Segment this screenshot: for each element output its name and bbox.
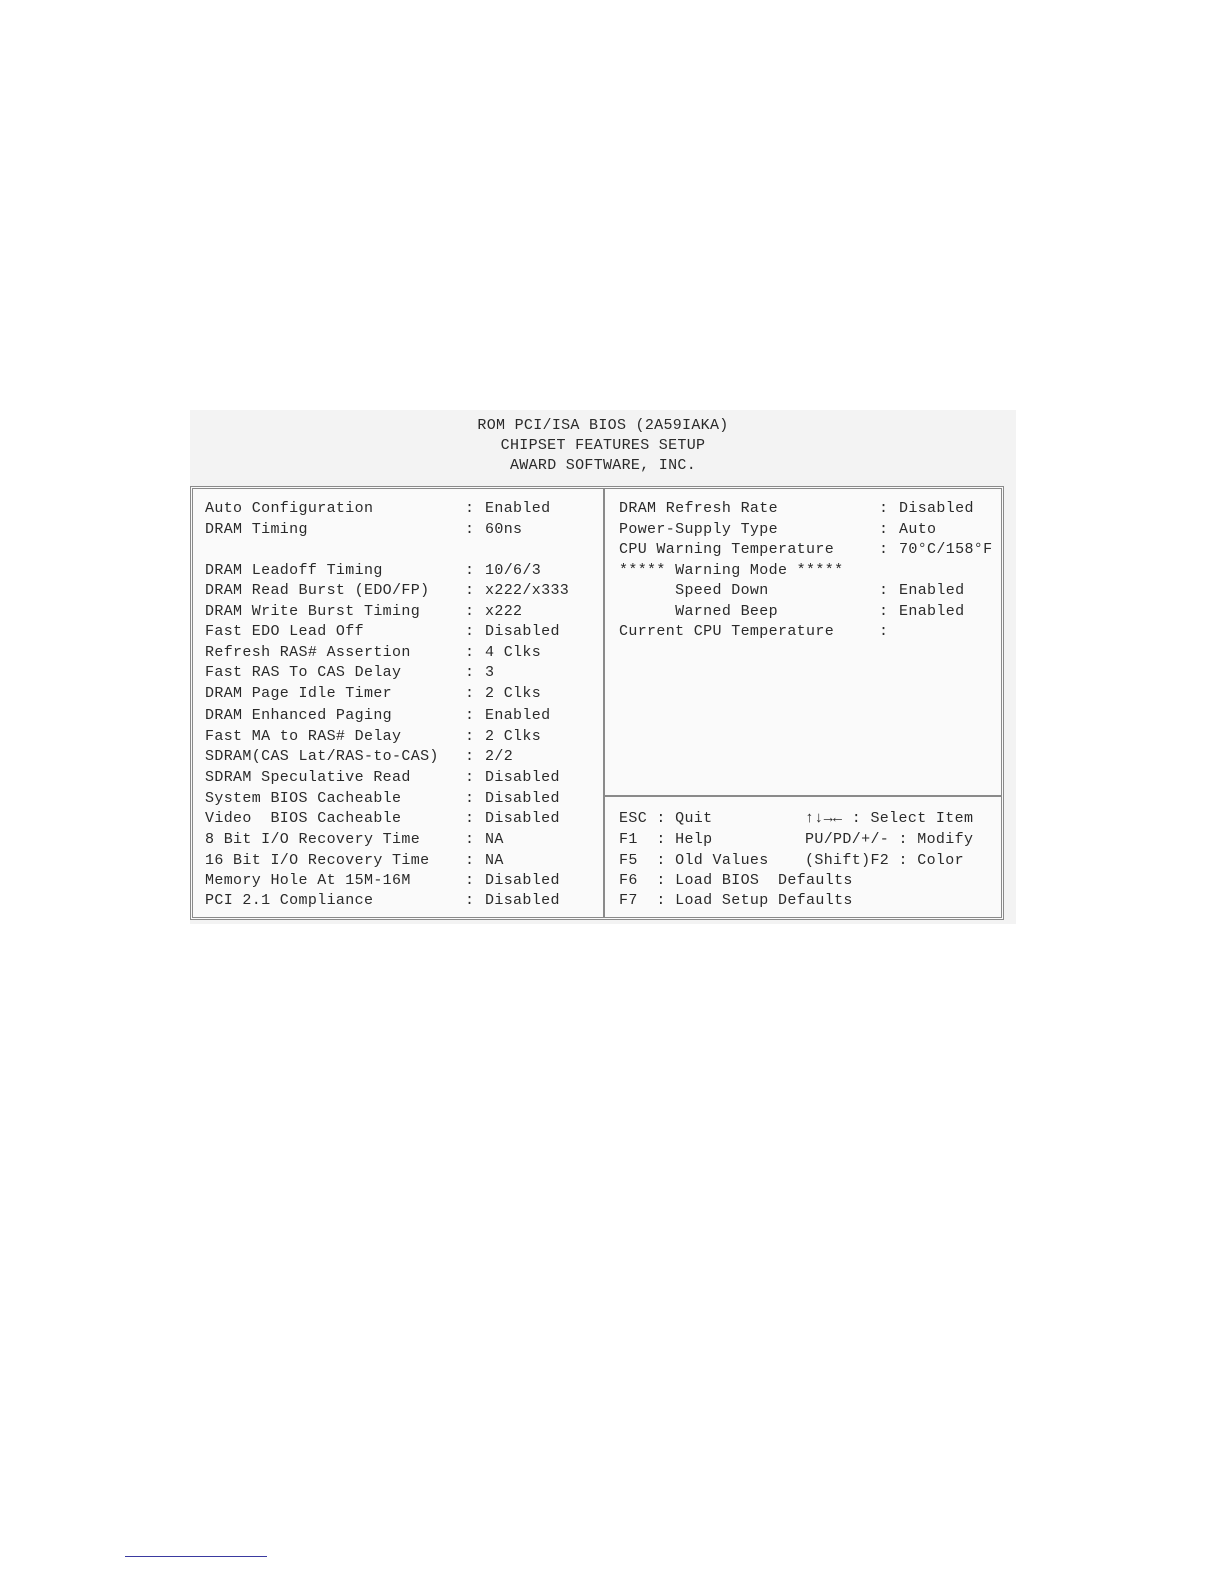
setting-separator: : [879,541,889,558]
setting-row-dram-page-idle-timer[interactable] [193,684,1003,704]
setup-title: CHIPSET FEATURES SETUP [500,437,706,454]
setting-label: Fast RAS To CAS Delay [205,664,402,681]
setting-value[interactable]: Disabled [485,769,560,786]
key-help-row [193,809,1003,829]
setting-row-warned-beep[interactable] [193,602,1003,622]
setting-separator: : [465,892,475,909]
setting-separator: : [879,603,889,620]
setting-value[interactable]: x222/x333 [485,582,570,599]
setting-separator: : [465,582,475,599]
setting-label: Power-Supply Type [619,521,778,538]
setting-value[interactable]: Disabled [485,790,560,807]
setting-label: DRAM Read Burst (EDO/FP) [205,582,430,599]
setting-label: DRAM Refresh Rate [619,500,778,517]
bios-title: ROM PCI/ISA BIOS (2A59IAKA) [477,417,729,434]
setting-separator: : [465,603,475,620]
setting-separator: : [465,872,475,889]
bios-screenshot [190,410,1016,924]
vendor-title: AWARD SOFTWARE, INC. [509,457,697,474]
setting-value[interactable]: Disabled [485,623,560,640]
setting-label: 16 Bit I/O Recovery Time [205,852,430,869]
setting-value[interactable]: Enabled [899,603,965,620]
setting-separator: : [879,582,889,599]
setting-label: Speed Down [619,582,769,599]
setting-label: SDRAM(CAS Lat/RAS-to-CAS) [205,748,439,765]
setting-separator: : [879,623,889,640]
setting-label: DRAM Page Idle Timer [205,685,393,702]
setting-separator: : [879,500,889,517]
setting-value[interactable]: 10/6/3 [485,562,542,579]
setting-label: Fast MA to RAS# Delay [205,728,402,745]
setting-row-speed-down[interactable] [193,581,1003,601]
setting-label: Memory Hole At 15M-16M [205,872,411,889]
setting-row-fast-ma-to-ras-delay[interactable] [193,727,1003,747]
setting-separator: : [465,644,475,661]
setting-label: Refresh RAS# Assertion [205,644,411,661]
setting-value[interactable]: Disabled [899,500,974,517]
setting-value[interactable]: Auto [899,521,937,538]
setting-separator: : [465,769,475,786]
setting-label: ***** Warning Mode ***** [619,562,844,579]
setting-value[interactable]: 60ns [485,521,523,538]
setting-label: Video BIOS Cacheable [205,810,402,827]
setting-value[interactable]: NA [485,831,504,848]
setting-separator: : [465,810,475,827]
setting-label: CPU Warning Temperature [619,541,835,558]
setting-value[interactable]: NA [485,852,504,869]
setting-value[interactable]: Disabled [485,872,560,889]
setting-value[interactable]: 70°C/158°F [899,541,993,558]
setting-separator: : [465,685,475,702]
setting-label: Warned Beep [619,603,778,620]
key-help-row [193,851,1003,871]
setting-value[interactable]: Enabled [899,582,965,599]
setting-row-dram-enhanced-paging[interactable] [193,706,1003,726]
setting-label: SDRAM Speculative Read [205,769,411,786]
setting-row-refresh-ras-assertion[interactable] [193,643,1003,663]
setting-label: System BIOS Cacheable [205,790,402,807]
setup-frame [190,486,1004,920]
setting-separator: : [465,623,475,640]
setting-value[interactable]: Enabled [485,707,551,724]
setting-value[interactable]: 2 Clks [485,728,542,745]
setting-value[interactable]: 2/2 [485,748,514,765]
footnote-rule [125,1556,267,1557]
setting-label: DRAM Enhanced Paging [205,707,393,724]
setting-separator: : [465,728,475,745]
key-help-row [193,891,1003,911]
key-help-left: F7 : Load Setup Defaults [619,892,853,909]
setting-separator: : [879,521,889,538]
setting-value[interactable]: 2 Clks [485,685,542,702]
setting-label: DRAM Leadoff Timing [205,562,383,579]
key-help-row [193,871,1003,891]
key-help-right: PU/PD/+/- : Modify [805,831,974,848]
setting-row-power-supply-type[interactable] [193,520,1003,540]
setting-value[interactable]: x222 [485,603,523,620]
setting-row-fast-ras-to-cas-delay[interactable] [193,663,1003,683]
key-help-right: (Shift)F2 : Color [805,852,964,869]
setting-row-system-bios-cacheable[interactable] [193,789,1003,809]
setting-separator: : [465,790,475,807]
setting-separator: : [465,852,475,869]
key-help-left: ESC : Quit [619,810,713,827]
setting-label: Auto Configuration [205,500,374,517]
setting-label: 8 Bit I/O Recovery Time [205,831,421,848]
setting-separator: : [465,664,475,681]
setting-label: DRAM Write Burst Timing [205,603,421,620]
key-help-left: F1 : Help [619,831,713,848]
key-help-right: ↑↓→← : Select Item [805,810,974,827]
setting-value[interactable]: Enabled [485,500,551,517]
setting-value[interactable]: Disabled [485,810,560,827]
setting-separator: : [465,831,475,848]
key-help-row [193,830,1003,850]
setting-separator: : [465,521,475,538]
setting-row-current-cpu-temperature [193,622,1003,642]
key-help-left: F6 : Load BIOS Defaults [619,872,853,889]
setting-row-dram-refresh-rate[interactable] [193,499,1003,519]
setting-value[interactable]: Disabled [485,892,560,909]
setting-label: DRAM Timing [205,521,308,538]
bios-header [190,410,1016,482]
setting-separator: : [465,500,475,517]
setting-separator: : [465,562,475,579]
setting-row-sdram-cas-lat-ras-to-cas[interactable] [193,747,1003,767]
setting-value[interactable]: 3 [485,664,495,681]
setting-separator: : [465,707,475,724]
setting-label: PCI 2.1 Compliance [205,892,374,909]
setting-separator: : [465,748,475,765]
setting-row-cpu-warning-temperature[interactable] [193,540,1003,560]
setting-label: Current CPU Temperature [619,623,835,640]
setting-row-sdram-speculative-read[interactable] [193,768,1003,788]
key-help-left: F5 : Old Values [619,852,769,869]
setting-row-warning-mode [193,561,1003,581]
setting-value[interactable]: 4 Clks [485,644,542,661]
setting-label: Fast EDO Lead Off [205,623,364,640]
